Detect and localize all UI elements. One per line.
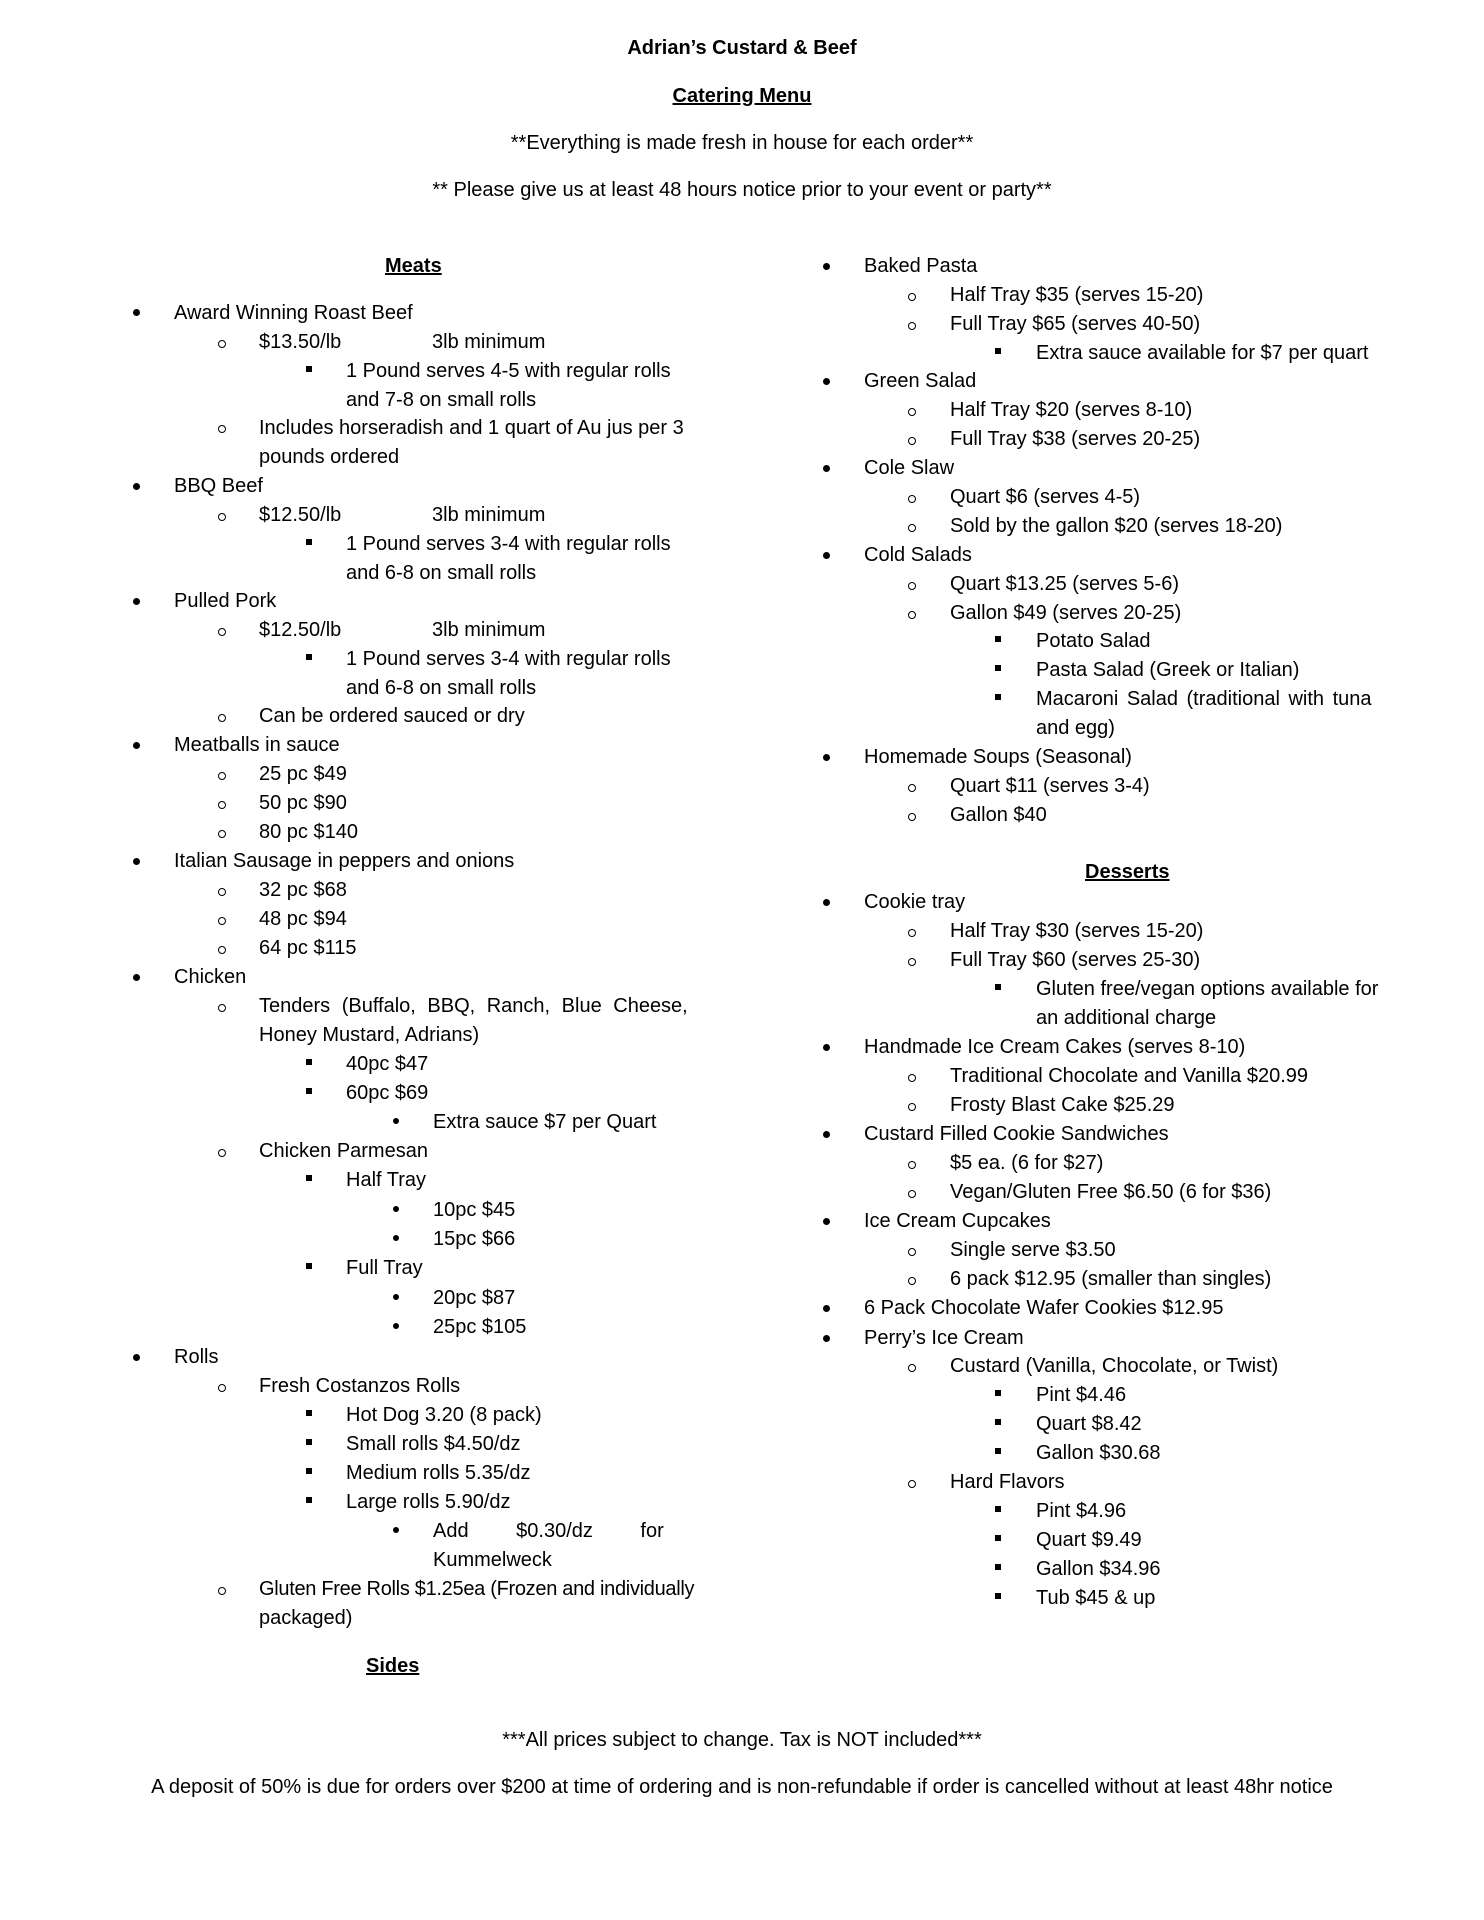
bullet-icon (823, 378, 830, 385)
soups-name: Homemade Soups (Seasonal) (864, 746, 1132, 768)
cole-slaw-gallon: Sold by the gallon $20 (serves 18-20) (950, 515, 1283, 537)
macaroni-salad-1: Macaroni Salad (traditional with tuna (1036, 688, 1372, 710)
fresh-costanzos: Fresh Costanzos Rolls (259, 1375, 461, 1397)
circle-bullet-icon (218, 714, 226, 722)
bullet-icon (393, 1323, 399, 1329)
cold-salads-name: Cold Salads (864, 544, 972, 566)
square-bullet-icon (995, 1506, 1001, 1512)
circle-bullet-icon (908, 784, 916, 792)
perrys-hard: Hard Flavors (950, 1471, 1065, 1493)
bullet-icon (393, 1294, 399, 1300)
circle-bullet-icon (218, 801, 226, 809)
baked-pasta-half: Half Tray $35 (serves 15-20) (950, 284, 1204, 306)
roast-beef-serves-2: and 7-8 on small rolls (346, 389, 537, 411)
circle-bullet-icon (908, 293, 916, 301)
cookie-tray-gf-1: Gluten free/vegan options available for (1036, 978, 1379, 1000)
hard-option: Pint $4.96 (1036, 1500, 1127, 1522)
half-tray-option: 10pc $45 (433, 1199, 516, 1221)
circle-bullet-icon (908, 524, 916, 532)
circle-bullet-icon (908, 813, 916, 821)
baked-pasta-full: Full Tray $65 (serves 40-50) (950, 313, 1201, 335)
square-bullet-icon (995, 694, 1001, 700)
cole-slaw-quart: Quart $6 (serves 4-5) (950, 486, 1141, 508)
perrys-name: Perry’s Ice Cream (864, 1327, 1024, 1349)
chicken-parmesan: Chicken Parmesan (259, 1140, 428, 1162)
pulled-pork-sauced: Can be ordered sauced or dry (259, 705, 525, 727)
bbq-beef-price: $12.50/lb (259, 504, 342, 526)
bullet-icon (823, 1305, 830, 1312)
square-bullet-icon (995, 348, 1001, 354)
circle-bullet-icon (908, 1103, 916, 1111)
bullet-icon (823, 899, 830, 906)
circle-bullet-icon (218, 772, 226, 780)
pulled-pork-name: Pulled Pork (174, 590, 277, 612)
cupcakes-single: Single serve $3.50 (950, 1239, 1116, 1261)
tender-option: 60pc $69 (346, 1082, 429, 1104)
cole-slaw-name: Cole Slaw (864, 457, 955, 479)
bullet-icon (823, 1131, 830, 1138)
circle-bullet-icon (908, 611, 916, 619)
square-bullet-icon (306, 1263, 312, 1269)
bullet-icon (133, 483, 140, 490)
bbq-beef-serves-1: 1 Pound serves 3-4 with regular rolls (346, 533, 671, 555)
cookie-tray-half: Half Tray $30 (serves 15-20) (950, 920, 1204, 942)
circle-bullet-icon (908, 582, 916, 590)
square-bullet-icon (306, 654, 312, 660)
soups-quart: Quart $11 (serves 3-4) (950, 775, 1150, 797)
bullet-icon (823, 1335, 830, 1342)
bullet-icon (393, 1118, 399, 1124)
cupcakes-name: Ice Cream Cupcakes (864, 1210, 1051, 1232)
macaroni-salad-2: and egg) (1036, 717, 1115, 739)
meatballs-option: 25 pc $49 (259, 763, 347, 785)
square-bullet-icon (306, 1468, 312, 1474)
bullet-icon (823, 552, 830, 559)
baked-pasta-extra: Extra sauce available for $7 per quart (1036, 342, 1369, 364)
bullet-icon (133, 742, 140, 749)
sides-heading: Sides (366, 1655, 420, 1677)
sausage-option: 32 pc $68 (259, 879, 347, 901)
circle-bullet-icon (908, 1161, 916, 1169)
desserts-heading: Desserts (1085, 861, 1170, 883)
ice-cream-cake-traditional: Traditional Chocolate and Vanilla $20.99 (950, 1065, 1309, 1087)
kummelweck-1: Add $0.30/dz for (433, 1520, 664, 1542)
restaurant-name: Adrian’s Custard & Beef (627, 37, 857, 59)
chicken-name: Chicken (174, 966, 247, 988)
bullet-icon (133, 598, 140, 605)
circle-bullet-icon (218, 513, 226, 521)
full-tray: Full Tray (346, 1257, 423, 1279)
custard-cookies-regular: $5 ea. (6 for $27) (950, 1152, 1104, 1174)
roll-option: Hot Dog 3.20 (8 pack) (346, 1404, 542, 1426)
gluten-free-rolls-2: packaged) (259, 1607, 353, 1629)
circle-bullet-icon (218, 628, 226, 636)
square-bullet-icon (306, 366, 312, 372)
roll-option: Small rolls $4.50/dz (346, 1433, 521, 1455)
rolls-name: Rolls (174, 1346, 219, 1368)
sausage-option: 48 pc $94 (259, 908, 347, 930)
custard-option: Quart $8.42 (1036, 1413, 1142, 1435)
bullet-icon (393, 1235, 399, 1241)
cookie-tray-full: Full Tray $60 (serves 25-30) (950, 949, 1201, 971)
circle-bullet-icon (908, 958, 916, 966)
meatballs-option: 50 pc $90 (259, 792, 347, 814)
bullet-icon (823, 1218, 830, 1225)
circle-bullet-icon (908, 1364, 916, 1372)
square-bullet-icon (995, 1564, 1001, 1570)
square-bullet-icon (995, 984, 1001, 990)
ice-cream-cakes-name: Handmade Ice Cream Cakes (serves 8-10) (864, 1036, 1246, 1058)
bbq-beef-name: BBQ Beef (174, 475, 263, 497)
square-bullet-icon (995, 1535, 1001, 1541)
baked-pasta-name: Baked Pasta (864, 255, 978, 277)
square-bullet-icon (995, 636, 1001, 642)
green-salad-half: Half Tray $20 (serves 8-10) (950, 399, 1193, 421)
circle-bullet-icon (908, 1277, 916, 1285)
hard-option: Gallon $34.96 (1036, 1558, 1161, 1580)
bullet-icon (133, 309, 140, 316)
soups-gallon: Gallon $40 (950, 804, 1047, 826)
roast-beef-includes-1: Includes horseradish and 1 quart of Au jus per 3 (259, 417, 684, 439)
roll-option: Medium rolls 5.35/dz (346, 1462, 531, 1484)
cold-salads-quart: Quart $13.25 (serves 5-6) (950, 573, 1179, 595)
custard-cookies-name: Custard Filled Cookie Sandwiches (864, 1123, 1169, 1145)
full-tray-option: 25pc $105 (433, 1316, 527, 1338)
deposit-note: A deposit of 50% is due for orders over $200 at time of ordering and is non-refundable if order is cancelled without at least 48hr notice (151, 1776, 1333, 1798)
custard-option: Gallon $30.68 (1036, 1442, 1161, 1464)
circle-bullet-icon (218, 340, 226, 348)
note-fresh: **Everything is made fresh in house for each order** (510, 132, 974, 154)
green-salad-full: Full Tray $38 (serves 20-25) (950, 428, 1201, 450)
sausage-option: 64 pc $115 (259, 937, 357, 959)
circle-bullet-icon (908, 408, 916, 416)
square-bullet-icon (306, 539, 312, 545)
half-tray: Half Tray (346, 1169, 427, 1191)
pulled-pork-minimum: 3lb minimum (432, 619, 546, 641)
circle-bullet-icon (218, 888, 226, 896)
wafer-cookies: 6 Pack Chocolate Wafer Cookies $12.95 (864, 1297, 1224, 1319)
chicken-tenders-1: Tenders (Buffalo, BBQ, Ranch, Blue Cheese, (259, 995, 688, 1017)
meats-heading: Meats (385, 255, 442, 277)
perrys-custard: Custard (Vanilla, Chocolate, or Twist) (950, 1355, 1279, 1377)
meatballs-option: 80 pc $140 (259, 821, 358, 843)
potato-salad: Potato Salad (1036, 630, 1151, 652)
pulled-pork-serves-1: 1 Pound serves 3-4 with regular rolls (346, 648, 671, 670)
prices-note: ***All prices subject to change. Tax is NOT included*** (502, 1729, 982, 1751)
circle-bullet-icon (908, 322, 916, 330)
hard-option: Quart $9.49 (1036, 1529, 1142, 1551)
green-salad-name: Green Salad (864, 370, 977, 392)
circle-bullet-icon (218, 1587, 226, 1595)
bullet-icon (133, 1354, 140, 1361)
circle-bullet-icon (218, 917, 226, 925)
sausage-name: Italian Sausage in peppers and onions (174, 850, 515, 872)
cookie-tray-name: Cookie tray (864, 891, 966, 913)
circle-bullet-icon (908, 1248, 916, 1256)
square-bullet-icon (995, 665, 1001, 671)
pulled-pork-serves-2: and 6-8 on small rolls (346, 677, 537, 699)
bbq-beef-serves-2: and 6-8 on small rolls (346, 562, 537, 584)
half-tray-option: 15pc $66 (433, 1228, 516, 1250)
meatballs-name: Meatballs in sauce (174, 734, 340, 756)
custard-cookies-vegan: Vegan/Gluten Free $6.50 (6 for $36) (950, 1181, 1272, 1203)
bullet-icon (823, 754, 830, 761)
roast-beef-name: Award Winning Roast Beef (174, 302, 413, 324)
square-bullet-icon (306, 1059, 312, 1065)
square-bullet-icon (306, 1410, 312, 1416)
tender-option: 40pc $47 (346, 1053, 429, 1075)
square-bullet-icon (995, 1390, 1001, 1396)
bullet-icon (823, 465, 830, 472)
circle-bullet-icon (908, 929, 916, 937)
roast-beef-minimum: 3lb minimum (432, 331, 546, 353)
bbq-beef-minimum: 3lb minimum (432, 504, 546, 526)
bullet-icon (393, 1206, 399, 1212)
roast-beef-serves-1: 1 Pound serves 4-5 with regular rolls (346, 360, 671, 382)
square-bullet-icon (995, 1593, 1001, 1599)
square-bullet-icon (306, 1175, 312, 1181)
square-bullet-icon (995, 1448, 1001, 1454)
chicken-tenders-2: Honey Mustard, Adrians) (259, 1024, 480, 1046)
square-bullet-icon (306, 1439, 312, 1445)
roll-option: Large rolls 5.90/dz (346, 1491, 511, 1513)
circle-bullet-icon (908, 1480, 916, 1488)
pulled-pork-price: $12.50/lb (259, 619, 342, 641)
cookie-tray-gf-2: an additional charge (1036, 1007, 1217, 1029)
circle-bullet-icon (908, 1190, 916, 1198)
ice-cream-cake-frosty: Frosty Blast Cake $25.29 (950, 1094, 1175, 1116)
note-notice: ** Please give us at least 48 hours notice prior to your event or party** (432, 179, 1052, 201)
circle-bullet-icon (218, 1004, 226, 1012)
pasta-salad: Pasta Salad (Greek or Italian) (1036, 659, 1300, 681)
circle-bullet-icon (908, 437, 916, 445)
menu-title: Catering Menu (672, 85, 812, 107)
bullet-icon (823, 1044, 830, 1051)
bullet-icon (393, 1527, 399, 1533)
circle-bullet-icon (908, 495, 916, 503)
roast-beef-price: $13.50/lb (259, 331, 342, 353)
circle-bullet-icon (218, 1149, 226, 1157)
bullet-icon (823, 263, 830, 270)
circle-bullet-icon (218, 830, 226, 838)
gluten-free-rolls-1: Gluten Free Rolls $1.25ea (Frozen and individually (259, 1578, 695, 1600)
circle-bullet-icon (218, 1384, 226, 1392)
extra-sauce: Extra sauce $7 per Quart (433, 1111, 657, 1133)
square-bullet-icon (995, 1419, 1001, 1425)
cold-salads-gallon: Gallon $49 (serves 20-25) (950, 602, 1182, 624)
bullet-icon (133, 858, 140, 865)
cupcakes-six-pack: 6 pack $12.95 (smaller than singles) (950, 1268, 1272, 1290)
hard-option: Tub $45 & up (1036, 1587, 1156, 1609)
square-bullet-icon (306, 1497, 312, 1503)
circle-bullet-icon (908, 1074, 916, 1082)
roast-beef-includes-2: pounds ordered (259, 446, 400, 468)
circle-bullet-icon (218, 425, 226, 433)
full-tray-option: 20pc $87 (433, 1287, 516, 1309)
custard-option: Pint $4.46 (1036, 1384, 1127, 1406)
square-bullet-icon (306, 1088, 312, 1094)
circle-bullet-icon (218, 946, 226, 954)
kummelweck-2: Kummelweck (433, 1549, 552, 1571)
bullet-icon (133, 974, 140, 981)
